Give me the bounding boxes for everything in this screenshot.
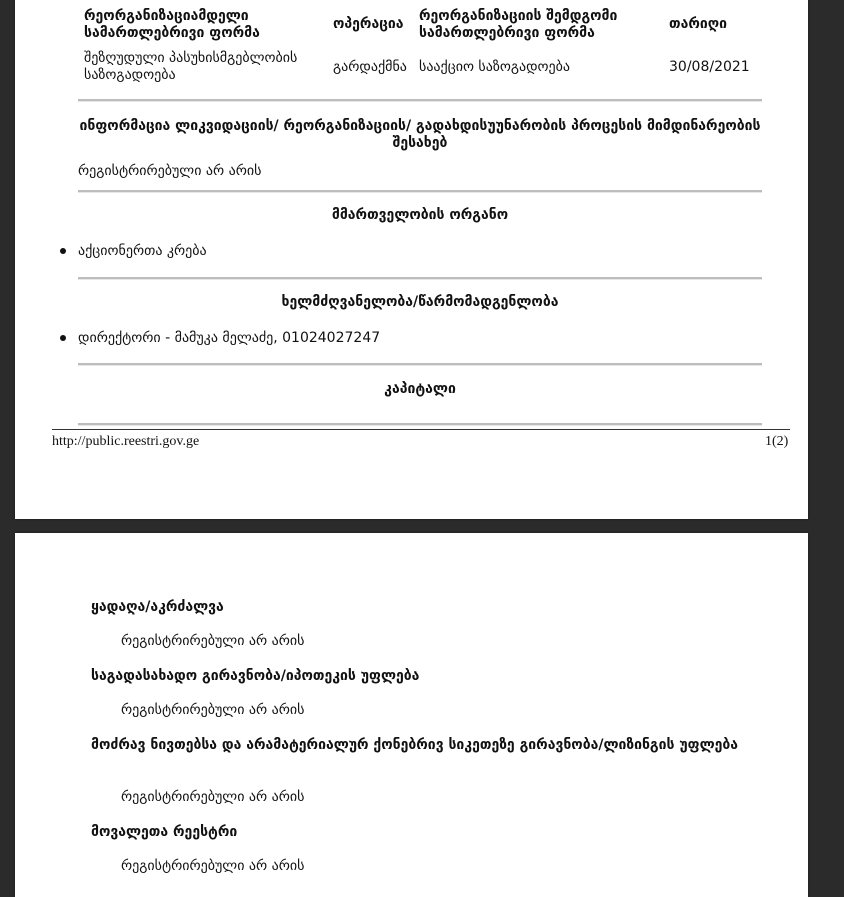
header-form-before: რეორგანიზაციამდელი სამართლებრივი ფორმა: [84, 8, 260, 41]
governing-body-item: აქციონერთა კრება: [78, 243, 207, 259]
header-date: თარიღი: [669, 16, 728, 32]
section-title-movable-lien: მოძრავ ნივთებსა და არამატერიალურ ქონებრივ სიკეთეზე გირავნობა/ლიზინგის უფლება: [91, 737, 739, 753]
divider: [78, 423, 762, 426]
document-page-1: [15, 0, 808, 519]
cell-date: 30/08/2021: [669, 59, 750, 75]
section-title-liquidation: ინფორმაცია ლიკვიდაციის/ რეორგანიზაციის/ გადახდისუუნარობის პროცესის მიმდინარეობის შესახებ: [79, 118, 761, 151]
divider: [78, 99, 762, 102]
section-title-tax-lien: საგადასახადო გირავნობა/იპოთეკის უფლება: [91, 668, 420, 684]
bullet-icon: [60, 335, 66, 341]
tax-lien-value: რეგისტრირებული არ არის: [121, 702, 305, 718]
footer-page-number: 1(2): [765, 434, 789, 449]
section-title-governing-body: მმართველობის ორგანო: [331, 207, 509, 223]
header-form-after: რეორგანიზაციის შემდგომი სამართლებრივი ფორმა: [419, 8, 618, 41]
footer-url: http://public.reestri.gov.ge: [52, 434, 200, 449]
bullet-icon: [60, 248, 66, 254]
divider: [78, 277, 762, 280]
divider: [78, 190, 762, 193]
liquidation-value: რეგისტრირებული არ არის: [78, 163, 262, 179]
section-title-capital: კაპიტალი: [384, 381, 456, 397]
section-title-debtors: მოვალეთა რეესტრი: [91, 824, 238, 840]
cell-form-before: შეზღუდული პასუხისმგებლობის საზოგადოება: [84, 50, 298, 83]
document-page-2: [15, 533, 808, 897]
debtors-value: რეგისტრირებული არ არის: [121, 858, 305, 874]
footer-rule: [52, 429, 790, 430]
seizure-value: რეგისტრირებული არ არის: [121, 633, 305, 649]
cell-form-after: სააქციო საზოგადოება: [419, 59, 571, 75]
section-title-seizure: ყადაღა/აკრძალვა: [91, 599, 224, 615]
movable-lien-value: რეგისტრირებული არ არის: [121, 789, 305, 805]
cell-operation: გარდაქმნა: [333, 59, 407, 75]
management-item: დირექტორი - მამუკა მელაძე, 01024027247: [78, 330, 381, 346]
section-title-management: ხელმძღვანელობა/წარმომადგენლობა: [281, 294, 559, 310]
divider: [78, 363, 762, 366]
header-operation: ოპერაცია: [333, 16, 404, 32]
